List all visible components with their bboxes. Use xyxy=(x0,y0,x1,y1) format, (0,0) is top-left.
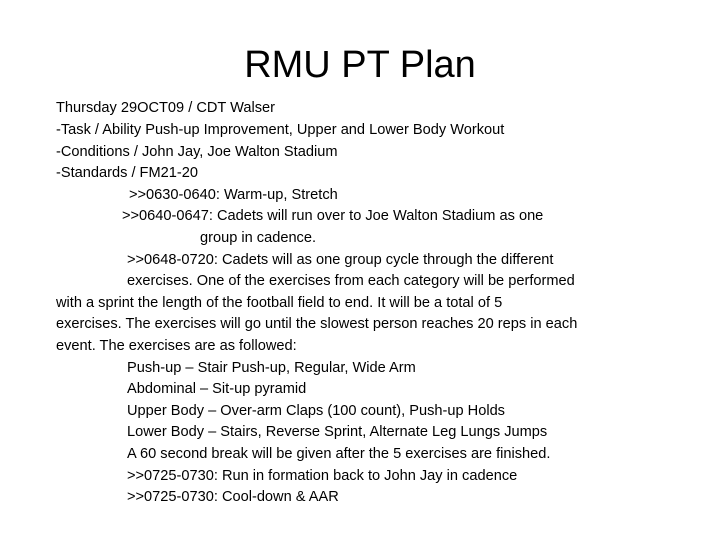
body-text-line: exercises. One of the exercises from each category will be performed xyxy=(127,273,575,289)
exercise-lower-body-line: Lower Body – Stairs, Reverse Sprint, Alternate Leg Lungs Jumps xyxy=(127,424,548,440)
schedule-cycle-line: >>0648-0720: Cadets will as one group cycle through the different xyxy=(127,252,554,268)
standards-line: -Standards / FM21-20 xyxy=(56,165,198,181)
slide-title: RMU PT Plan xyxy=(244,44,476,86)
plan-header-line: Thursday 29OCT09 / CDT Walser xyxy=(56,100,275,116)
schedule-return-line: >>0725-0730: Run in formation back to John Jay in cadence xyxy=(127,468,518,484)
exercise-pushup-line: Push-up – Stair Push-up, Regular, Wide Arm xyxy=(127,360,416,376)
exercise-abdominal-line: Abdominal – Sit-up pyramid xyxy=(127,381,307,397)
schedule-warmup-line: >>0630-0640: Warm-up, Stretch xyxy=(129,187,338,203)
conditions-line: -Conditions / John Jay, Joe Walton Stadium xyxy=(56,144,338,160)
exercise-upper-body-line: Upper Body – Over-arm Claps (100 count), Push-up Holds xyxy=(127,403,505,419)
schedule-run-cont-line: group in cadence. xyxy=(200,230,317,246)
schedule-cooldown-line: >>0725-0730: Cool-down & AAR xyxy=(127,489,339,505)
schedule-run-line: >>0640-0647: Cadets will run over to Joe Walton Stadium as one xyxy=(122,208,544,224)
body-text-line: event. The exercises are as followed: xyxy=(56,338,297,354)
task-line: -Task / Ability Push-up Improvement, Upper and Lower Body Workout xyxy=(56,122,505,138)
break-note-line: A 60 second break will be given after the 5 exercises are finished. xyxy=(127,446,551,462)
body-text-line: with a sprint the length of the football field to end. It will be a total of 5 xyxy=(56,295,503,311)
body-text-line: exercises. The exercises will go until the slowest person reaches 20 reps in each xyxy=(56,316,578,332)
